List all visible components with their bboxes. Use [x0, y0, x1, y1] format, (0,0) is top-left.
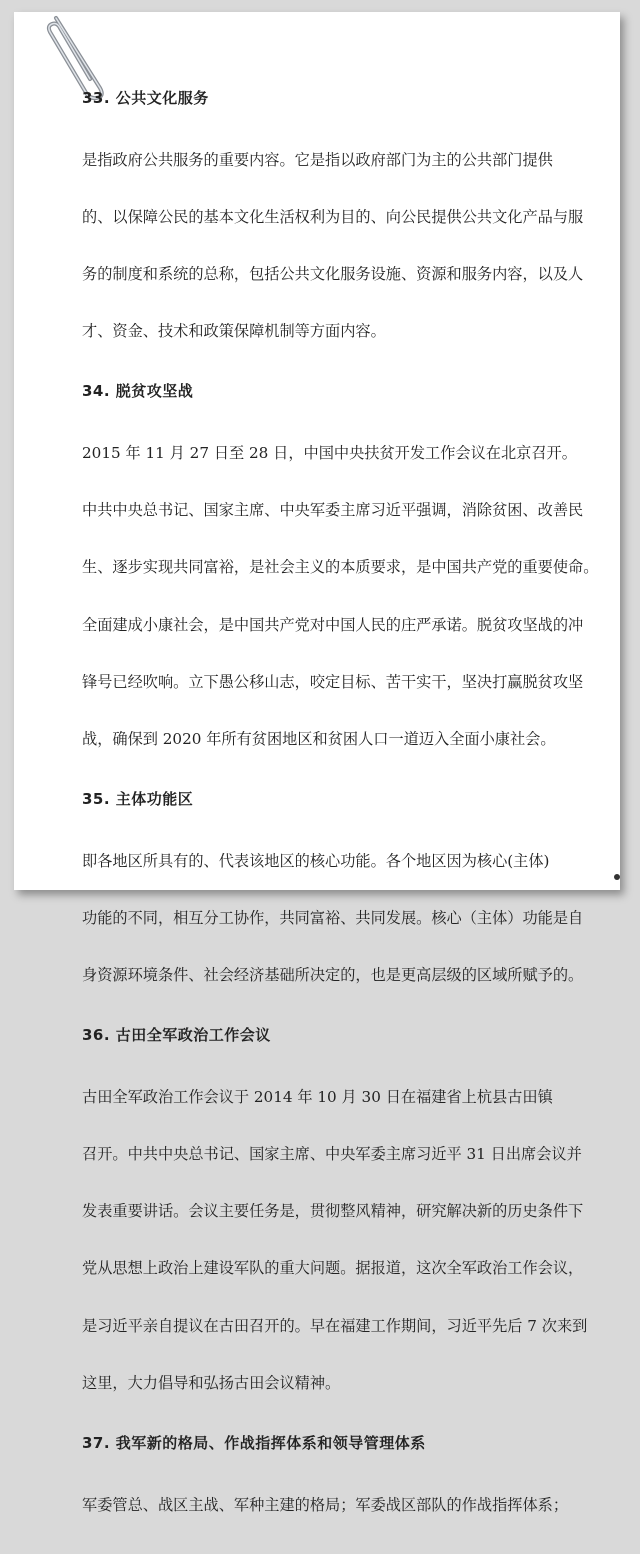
section-paragraph: [82, 1054, 588, 1426]
text-line: 生、逐步实现共同富裕，是社会主义的本质要求，是中国共产党的重要使命。: [82, 558, 599, 577]
text-line: 中共中央总书记、国家主席、中央军委主席习近平强调，消除贫困、改善民: [82, 501, 584, 520]
text-line: 古田全军政治工作会议于 2014 年 10 月 30 日在福建省上杭县古田镇: [82, 1087, 553, 1106]
section-paragraph: [82, 818, 582, 1018]
text-line: 召开。中共中央总书记、国家主席、中央军委主席习近平 31 日出席会议并: [82, 1145, 582, 1163]
section-heading: 35. 主体功能区: [82, 790, 194, 809]
section-33: [82, 87, 582, 374]
text-line: 战，确保到 2020 年所有贫困地区和贫困人口一道迈入全面小康社会。: [82, 729, 556, 748]
section-heading: 34. 脱贫攻坚战: [82, 382, 194, 401]
text-line: 是指政府公共服务的重要内容。它是指以政府部门为主的公共部门提供: [82, 150, 553, 169]
text-line: 发表重要讲话。会议主要任务是，贯彻整风精神，研究解决新的历史条件下: [82, 1202, 584, 1221]
section-paragraph: [82, 410, 599, 782]
text-line: 是习近平亲自提议在古田召开的。早在福建工作期间，习近平先后 7 次来到: [82, 1316, 588, 1335]
page-corner-dot: [614, 874, 620, 880]
document-page: [14, 12, 620, 1514]
text-line: 党从思想上政治上建设军队的重大问题。据报道，这次全军政治工作会议，: [82, 1259, 584, 1278]
text-line: 军委管总、战区主战、军种主建的格局；军委战区部队的作战指挥体系；: [82, 1495, 568, 1514]
section-36: [82, 1024, 588, 1426]
section-heading: 36. 古田全军政治工作会议: [82, 1026, 271, 1045]
section-34: [82, 380, 599, 782]
document-content: [82, 87, 599, 1554]
text-line: 身资源环境条件、社会经济基础所决定的，也是更高层级的区域所赋予的。: [82, 966, 584, 985]
text-line: 务的制度和系统的总称，包括公共文化服务设施、资源和服务内容，以及人: [82, 264, 584, 283]
section-35: [82, 788, 582, 1018]
text-line: 的、以保障公民的基本文化生活权利为目的、向公民提供公共文化产品与服: [82, 207, 584, 226]
section-paragraph: [82, 1462, 582, 1548]
section-heading: 37. 我军新的格局、作战指挥体系和领导管理体系: [82, 1433, 426, 1452]
section-heading: 33. 公共文化服务: [82, 89, 209, 107]
text-line: 全面建成小康社会，是中国共产党对中国人民的庄严承诺。脱贫攻坚战的冲: [82, 615, 584, 634]
section-37: [82, 1432, 582, 1548]
text-line: 才、资金、技术和政策保障机制等方面内容。: [82, 322, 386, 341]
text-line: 锋号已经吹响。立下愚公移山志，咬定目标、苦干实干，坚决打赢脱贫攻坚: [82, 672, 584, 691]
section-paragraph: [82, 117, 582, 374]
text-line: 这里，大力倡导和弘扬古田会议精神。: [82, 1373, 341, 1392]
text-line: 2015 年 11 月 27 日至 28 日，中国中央扶贫开发工作会议在北京召开。: [82, 443, 577, 462]
text-line: 功能的不同，相互分工协作，共同富裕、共同发展。核心（主体）功能是自: [82, 908, 584, 927]
text-line: 即各地区所具有的、代表该地区的核心功能。各个地区因为核心(主体): [82, 851, 550, 870]
